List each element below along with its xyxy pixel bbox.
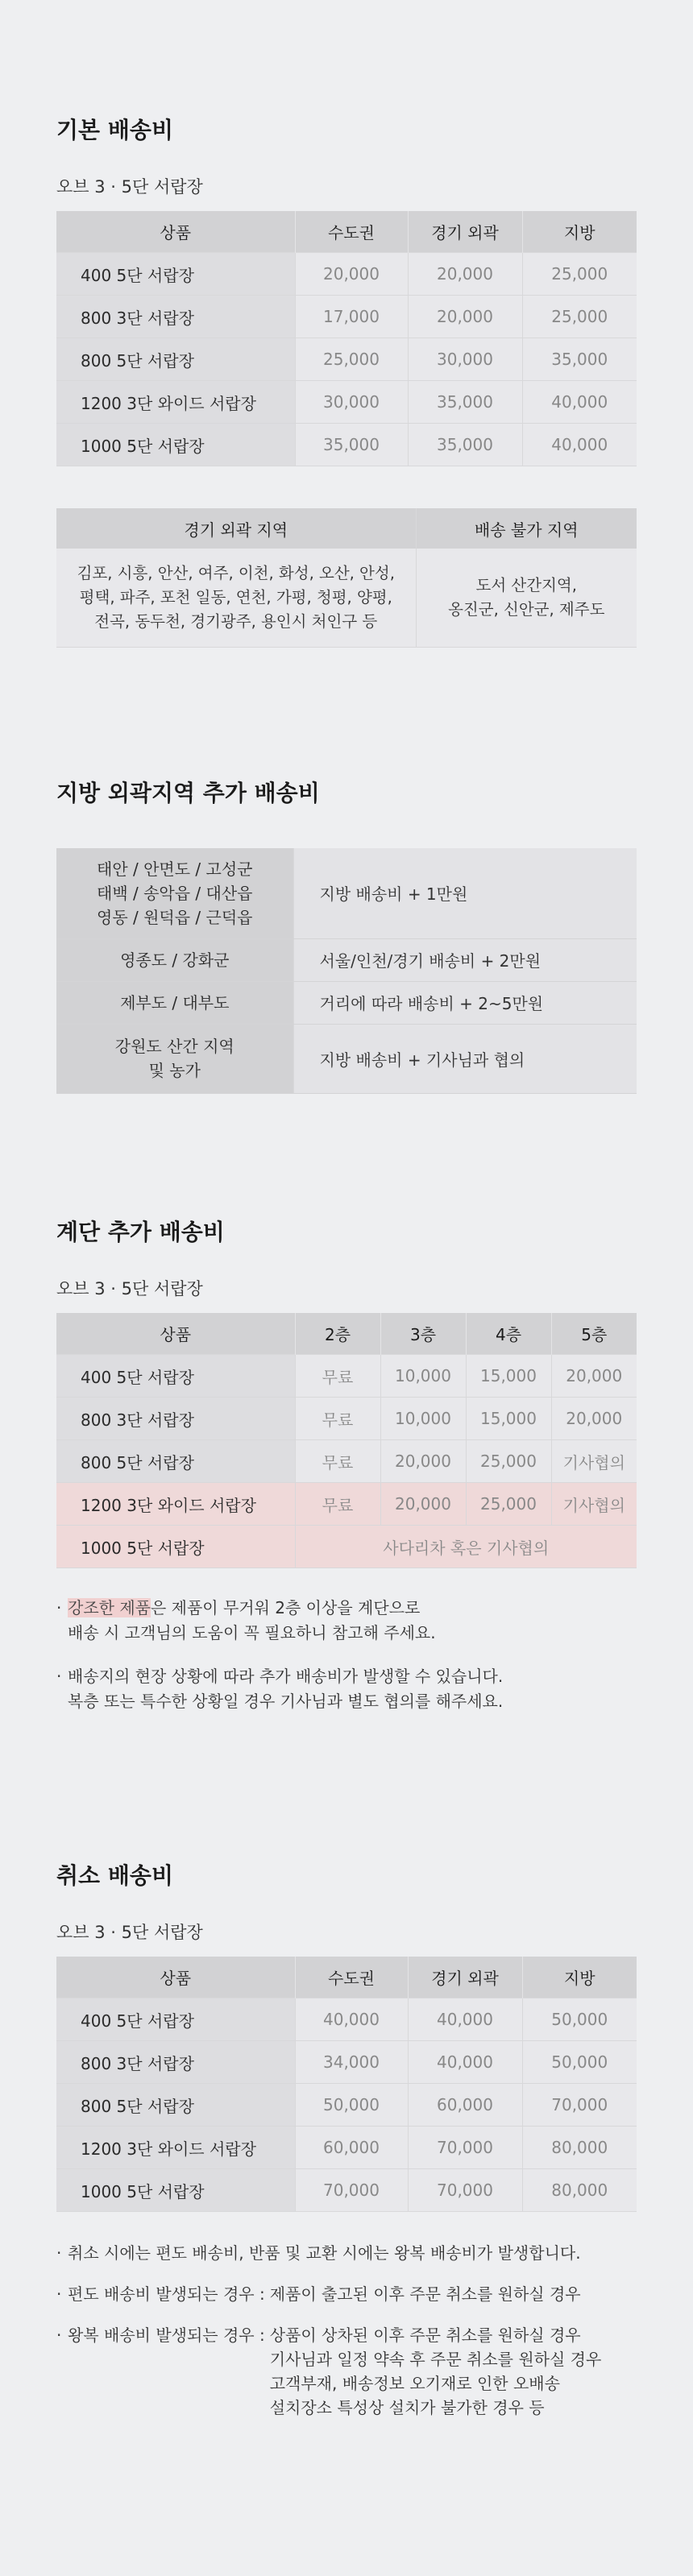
cancel-price-table: [56, 1957, 637, 2212]
table-header-row: [56, 508, 637, 549]
table-row: [56, 2041, 637, 2084]
extra-fee-table: [56, 848, 637, 1094]
note-text: 배송지의 현장 상황에 따라 추가 배송비가 발생할 수 있습니다.: [68, 1667, 504, 1686]
note-label: 편도 배송비 발생되는 경우 :: [68, 2284, 265, 2304]
note-item: [56, 1596, 637, 1646]
table-row: [56, 381, 637, 424]
note-item: [56, 2282, 637, 2306]
note-text: 배송 시 고객님의 도움이 꼭 필요하니 참고해 주세요.: [68, 1623, 436, 1642]
section-title: 취소 배송비: [56, 1862, 173, 1889]
product-name: 800 3단 서랍장: [56, 2041, 295, 2084]
region-label: [56, 1024, 293, 1093]
price-cell: 80,000: [522, 2169, 637, 2212]
label-line: 태백 / 송악읍 / 대산읍: [97, 883, 253, 903]
product-name: 400 5단 서랍장: [56, 1998, 295, 2041]
region-line: 옹진군, 신안군, 제주도: [448, 600, 605, 619]
stairs-fee-section: [56, 1216, 637, 1733]
product-name: 1200 3단 와이드 서랍장: [56, 1483, 295, 1526]
price-cell: 40,000: [522, 381, 637, 424]
header-cell: 상품: [56, 211, 295, 253]
cancel-notes: [56, 2241, 637, 2420]
table-row: [56, 1355, 637, 1398]
product-name: 1000 5단 서랍장: [56, 424, 295, 466]
label-line: 영동 / 원덕읍 / 근덕읍: [97, 907, 253, 927]
note-text: 제품이 출고된 이후 주문 취소를 원하실 경우: [269, 2284, 581, 2304]
basic-price-table: [56, 211, 637, 466]
price-cell: 50,000: [295, 2084, 408, 2127]
header-cell: 수도권: [295, 211, 408, 253]
table-row: [56, 253, 637, 296]
section-subtitle: 오브 3 · 5단 서랍장: [56, 1279, 203, 1298]
price-cell: 70,000: [295, 2169, 408, 2212]
product-name: 400 5단 서랍장: [56, 1355, 295, 1398]
price-cell: 80,000: [522, 2127, 637, 2169]
price-cell: 20,000: [551, 1355, 637, 1398]
note-text: 고객부재, 배송정보 오기재로 인한 오배송: [269, 2374, 560, 2393]
price-cell: 무료: [295, 1355, 380, 1398]
table-header-row: [56, 1313, 637, 1355]
note-text: 복층 또는 특수한 상황일 경우 기사님과 별도 협의를 해주세요.: [68, 1692, 504, 1711]
price-cell: 15,000: [466, 1355, 551, 1398]
price-cell: 40,000: [295, 1998, 408, 2041]
table-row: [56, 2127, 637, 2169]
section-title: 기본 배송비: [56, 117, 173, 143]
bullet-icon: ·: [56, 2243, 62, 2263]
header-cell: 5층: [551, 1313, 637, 1355]
outer-region-cell: [56, 549, 416, 648]
price-cell: 25,000: [522, 296, 637, 338]
table-row: [56, 1398, 637, 1440]
price-cell: 20,000: [551, 1398, 637, 1440]
table-row: [56, 338, 637, 381]
product-name: 800 5단 서랍장: [56, 1440, 295, 1483]
header-cell: 경기 외곽: [408, 211, 522, 253]
price-cell: 50,000: [522, 1998, 637, 2041]
price-cell: 70,000: [408, 2127, 522, 2169]
note-text: 은 제품이 무거워 2층 이상을 계단으로: [150, 1598, 421, 1617]
product-name: 800 3단 서랍장: [56, 296, 295, 338]
label-line: 및 농가: [148, 1061, 201, 1080]
product-name: 400 5단 서랍장: [56, 253, 295, 296]
stairs-price-table: [56, 1313, 637, 1568]
price-cell: 40,000: [408, 1998, 522, 2041]
merged-price-cell: 사다리차 혹은 기사협의: [295, 1526, 637, 1568]
note-label: 왕복 배송비 발생되는 경우 :: [68, 2325, 265, 2345]
price-cell: 17,000: [295, 296, 408, 338]
price-cell: 60,000: [295, 2127, 408, 2169]
table-row: [56, 2169, 637, 2212]
price-cell: 40,000: [408, 2041, 522, 2084]
price-cell: 무료: [295, 1483, 380, 1526]
price-cell: 30,000: [295, 381, 408, 424]
table-row-highlighted: [56, 1483, 637, 1526]
table-row: [56, 1998, 637, 2041]
note-text: 설치장소 특성상 설치가 불가한 경우 등: [269, 2398, 545, 2417]
note-item: [56, 2323, 637, 2420]
price-cell: 20,000: [380, 1483, 466, 1526]
header-cell: 상품: [56, 1313, 295, 1355]
price-cell: 10,000: [380, 1398, 466, 1440]
bullet-icon: ·: [56, 1667, 62, 1686]
price-cell: 34,000: [295, 2041, 408, 2084]
product-name: 800 3단 서랍장: [56, 1398, 295, 1440]
header-cell: 지방: [522, 1957, 637, 1998]
label-line: 강원도 산간 지역: [114, 1037, 234, 1056]
price-cell: 60,000: [408, 2084, 522, 2127]
table-row: [56, 549, 637, 648]
header-cell: 3층: [380, 1313, 466, 1355]
price-cell: 25,000: [522, 253, 637, 296]
table-row-highlighted: [56, 1526, 637, 1568]
price-cell: 70,000: [408, 2169, 522, 2212]
header-cell: 4층: [466, 1313, 551, 1355]
table-row: [56, 2084, 637, 2127]
stairs-notes: [56, 1596, 637, 1714]
table-row: [56, 1024, 637, 1093]
price-cell: 30,000: [408, 338, 522, 381]
product-name: 1000 5단 서랍장: [56, 1526, 295, 1568]
fee-description: 서울/인천/경기 배송비 + 2만원: [293, 938, 637, 981]
price-cell: 50,000: [522, 2041, 637, 2084]
region-table: [56, 508, 637, 648]
region-line: 도서 산간지역,: [475, 576, 577, 594]
price-cell: 25,000: [466, 1440, 551, 1483]
section-title: 지방 외곽지역 추가 배송비: [56, 780, 320, 806]
table-row: [56, 296, 637, 338]
region-label: [56, 981, 293, 1024]
price-cell: 35,000: [408, 381, 522, 424]
header-cell: 경기 외곽 지역: [56, 508, 416, 549]
label-line: 영종도 / 강화군: [120, 950, 230, 970]
basic-shipping-section: [56, 114, 637, 648]
price-cell: 20,000: [380, 1440, 466, 1483]
fee-description: 지방 배송비 + 기사님과 협의: [293, 1024, 637, 1093]
cancel-fee-section: [56, 1860, 637, 2437]
price-cell: 35,000: [295, 424, 408, 466]
table-header-row: [56, 1957, 637, 1998]
price-cell: 35,000: [408, 424, 522, 466]
note-text: 기사님과 일정 약속 후 주문 취소를 원하실 경우: [269, 2350, 602, 2369]
highlight-text: 강조한 제품: [68, 1598, 151, 1617]
header-cell: 2층: [295, 1313, 380, 1355]
header-cell: 배송 불가 지역: [416, 508, 637, 549]
price-cell: 70,000: [522, 2084, 637, 2127]
price-cell: 15,000: [466, 1398, 551, 1440]
price-cell: 10,000: [380, 1355, 466, 1398]
region-line: 평택, 파주, 포천 일동, 연천, 가평, 청평, 양평,: [79, 588, 392, 607]
product-name: 1000 5단 서랍장: [56, 2169, 295, 2212]
note-text: 취소 시에는 편도 배송비, 반품 및 교환 시에는 왕복 배송비가 발생합니다.: [68, 2243, 581, 2263]
section-subtitle: 오브 3 · 5단 서랍장: [56, 1923, 203, 1942]
price-cell: 무료: [295, 1440, 380, 1483]
price-cell: 25,000: [295, 338, 408, 381]
note-item: [56, 2241, 637, 2265]
table-header-row: [56, 211, 637, 253]
fee-description: 거리에 따라 배송비 + 2~5만원: [293, 981, 637, 1024]
price-cell: 40,000: [522, 424, 637, 466]
section-title: 계단 추가 배송비: [56, 1219, 225, 1245]
price-cell: 무료: [295, 1398, 380, 1440]
price-cell: 25,000: [466, 1483, 551, 1526]
bullet-icon: ·: [56, 1598, 62, 1617]
label-line: 태안 / 안면도 / 고성군: [97, 859, 253, 879]
section-subtitle: 오브 3 · 5단 서랍장: [56, 177, 203, 197]
region-line: 김포, 시흥, 안산, 여주, 이천, 화성, 오산, 안성,: [77, 564, 395, 582]
bullet-icon: ·: [56, 2284, 62, 2304]
product-name: 800 5단 서랍장: [56, 2084, 295, 2127]
note-text: 상품이 상차된 이후 주문 취소를 원하실 경우: [269, 2325, 581, 2345]
table-row: [56, 981, 637, 1024]
product-name: 800 5단 서랍장: [56, 338, 295, 381]
price-cell: 20,000: [408, 253, 522, 296]
label-line: 제부도 / 대부도: [120, 992, 230, 1013]
price-cell: 20,000: [408, 296, 522, 338]
fee-description: 지방 배송비 + 1만원: [293, 848, 637, 938]
table-row: [56, 424, 637, 466]
product-name: 1200 3단 와이드 서랍장: [56, 2127, 295, 2169]
region-line: 전곡, 동두천, 경기광주, 용인시 처인구 등: [94, 612, 378, 631]
note-lines: [270, 2323, 602, 2420]
header-cell: 상품: [56, 1957, 295, 1998]
blocked-region-cell: [416, 549, 637, 648]
note-item: [56, 1664, 637, 1714]
region-label: [56, 848, 293, 938]
table-row: [56, 848, 637, 938]
region-label: [56, 938, 293, 981]
extra-region-section: [56, 777, 637, 1094]
header-cell: 지방: [522, 211, 637, 253]
price-cell: 기사협의: [551, 1483, 637, 1526]
header-cell: 수도권: [295, 1957, 408, 1998]
table-row: [56, 938, 637, 981]
price-cell: 35,000: [522, 338, 637, 381]
product-name: 1200 3단 와이드 서랍장: [56, 381, 295, 424]
header-cell: 경기 외곽: [408, 1957, 522, 1998]
price-cell: 기사협의: [551, 1440, 637, 1483]
price-cell: 20,000: [295, 253, 408, 296]
table-row: [56, 1440, 637, 1483]
bullet-icon: ·: [56, 2325, 62, 2345]
